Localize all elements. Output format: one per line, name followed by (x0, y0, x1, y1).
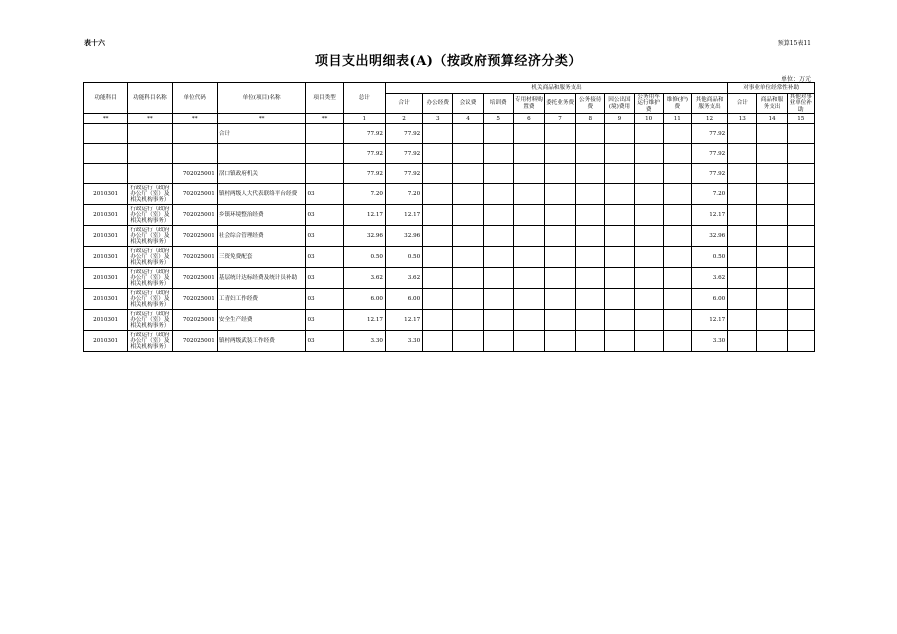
cell-func-code: 2010301 (84, 247, 128, 268)
cell-project-type: 03 (306, 289, 343, 310)
header-goods-col: 培训费 (483, 94, 513, 114)
cell-unit-code (172, 144, 217, 164)
cell-func-name-text: 行政运行（政府办公厅（室）及相关机构事务） (130, 289, 170, 309)
cell-empty (483, 289, 513, 310)
header-group-goods: 机关商品和服务支出 (385, 83, 727, 94)
cell-empty (634, 226, 663, 247)
cell-empty (423, 124, 453, 144)
cell-total: 77.92 (343, 144, 385, 164)
cell-total: 12.17 (343, 310, 385, 331)
column-index: 11 (663, 114, 691, 124)
cell-func-name (128, 144, 172, 164)
cell-empty (757, 310, 787, 331)
cell-unit-code: 702025001 (172, 164, 217, 184)
cell-empty (728, 331, 757, 352)
cell-empty (634, 144, 663, 164)
cell-func-code: 2010301 (84, 205, 128, 226)
cell-empty (483, 205, 513, 226)
cell-project-type: 03 (306, 247, 343, 268)
cell-project-type: 03 (306, 205, 343, 226)
cell-unit-code: 702025001 (172, 247, 217, 268)
cell-empty (576, 268, 605, 289)
cell-other-goods: 32.96 (691, 226, 727, 247)
cell-empty (605, 164, 634, 184)
cell-empty (605, 268, 634, 289)
cell-other-goods: 77.92 (691, 164, 727, 184)
cell-empty (423, 310, 453, 331)
cell-empty (757, 268, 787, 289)
cell-empty (483, 164, 513, 184)
cell-empty (453, 331, 483, 352)
cell-empty (787, 268, 814, 289)
cell-empty (663, 310, 691, 331)
cell-other-goods: 77.92 (691, 124, 727, 144)
table-row (84, 226, 815, 247)
cell-empty (605, 247, 634, 268)
cell-empty (576, 289, 605, 310)
cell-empty (513, 331, 544, 352)
cell-empty (544, 226, 575, 247)
cell-empty (663, 205, 691, 226)
cell-empty (728, 184, 757, 205)
cell-empty (544, 268, 575, 289)
cell-func-name-text: 行政运行（政府办公厅（室）及相关机构事务） (130, 310, 170, 330)
cell-empty (513, 268, 544, 289)
table-row (84, 268, 815, 289)
cell-total: 77.92 (343, 164, 385, 184)
cell-func-name (128, 331, 172, 352)
header-func-name: 功能科目名称 (128, 83, 172, 114)
table-row (84, 124, 815, 144)
cell-empty (757, 164, 787, 184)
cell-empty (787, 331, 814, 352)
column-index: ** (306, 114, 343, 124)
cell-empty (728, 310, 757, 331)
cell-other-goods: 12.17 (691, 205, 727, 226)
cell-empty (634, 247, 663, 268)
cell-func-code: 2010301 (84, 310, 128, 331)
cell-empty (453, 164, 483, 184)
cell-unit-name: 社会综合管理经费 (217, 226, 306, 247)
cell-func-code (84, 124, 128, 144)
cell-unit-name: 镇村两级人大代表联络平台经费 (217, 184, 306, 205)
header-func-code: 功能科目 (84, 83, 128, 114)
cell-empty (663, 268, 691, 289)
cell-empty (605, 184, 634, 205)
cell-total: 32.96 (343, 226, 385, 247)
cell-empty (544, 144, 575, 164)
cell-unit-name: 工青妇工作经费 (217, 289, 306, 310)
cell-empty (663, 124, 691, 144)
table-number: 表十六 (84, 38, 105, 47)
cell-empty (605, 205, 634, 226)
cell-project-type (306, 164, 343, 184)
cell-empty (663, 289, 691, 310)
cell-empty (453, 144, 483, 164)
cell-empty (453, 268, 483, 289)
cell-empty (423, 331, 453, 352)
cell-empty (513, 124, 544, 144)
column-index: 15 (787, 114, 814, 124)
cell-func-name (128, 124, 172, 144)
header-goods-col: 因公出国(境)费用 (605, 94, 634, 114)
column-index: 8 (576, 114, 605, 124)
header-group-subsidy: 对事业单位经常性补助 (728, 83, 815, 94)
cell-project-type (306, 124, 343, 144)
cell-goods-total: 77.92 (385, 144, 422, 164)
cell-func-name (128, 205, 172, 226)
column-index: 1 (343, 114, 385, 124)
cell-empty (663, 331, 691, 352)
cell-goods-total: 6.00 (385, 289, 422, 310)
cell-func-name-text: 行政运行（政府办公厅（室）及相关机构事务） (130, 184, 170, 204)
header-subsidy-col: 合计 (728, 94, 757, 114)
cell-empty (513, 184, 544, 205)
cell-empty (483, 184, 513, 205)
cell-empty (757, 184, 787, 205)
project-expenditure-table (83, 82, 815, 352)
cell-unit-code: 702025001 (172, 205, 217, 226)
cell-empty (423, 184, 453, 205)
cell-empty (787, 247, 814, 268)
form-code: 预算15表11 (777, 40, 811, 47)
cell-empty (634, 268, 663, 289)
header-goods-col: 维修(护)费 (663, 94, 691, 114)
cell-empty (576, 226, 605, 247)
cell-func-name (128, 247, 172, 268)
cell-empty (757, 247, 787, 268)
cell-empty (513, 205, 544, 226)
cell-func-code: 2010301 (84, 268, 128, 289)
cell-empty (605, 289, 634, 310)
cell-project-type: 03 (306, 310, 343, 331)
cell-goods-total: 3.30 (385, 331, 422, 352)
cell-empty (634, 289, 663, 310)
column-index: 13 (728, 114, 757, 124)
cell-unit-code: 702025001 (172, 226, 217, 247)
cell-empty (423, 226, 453, 247)
cell-empty (576, 124, 605, 144)
cell-empty (634, 164, 663, 184)
table-row (84, 144, 815, 164)
cell-empty (423, 205, 453, 226)
header-total: 总计 (343, 83, 385, 114)
cell-total: 6.00 (343, 289, 385, 310)
cell-empty (728, 289, 757, 310)
cell-total: 7.20 (343, 184, 385, 205)
header-goods-col: 专用材料购置费 (513, 94, 544, 114)
cell-goods-total: 12.17 (385, 205, 422, 226)
cell-func-code: 2010301 (84, 184, 128, 205)
cell-empty (605, 144, 634, 164)
column-index: ** (172, 114, 217, 124)
cell-empty (757, 226, 787, 247)
column-index: 2 (385, 114, 422, 124)
column-index: ** (217, 114, 306, 124)
cell-goods-total: 32.96 (385, 226, 422, 247)
cell-empty (634, 184, 663, 205)
cell-empty (423, 289, 453, 310)
cell-other-goods: 3.62 (691, 268, 727, 289)
cell-empty (787, 184, 814, 205)
cell-other-goods: 12.17 (691, 310, 727, 331)
cell-empty (483, 247, 513, 268)
cell-func-code: 2010301 (84, 289, 128, 310)
header-goods-col: 公务用车运行维护费 (634, 94, 663, 114)
cell-empty (757, 124, 787, 144)
cell-empty (728, 124, 757, 144)
cell-func-name-text: 行政运行（政府办公厅（室）及相关机构事务） (130, 268, 170, 288)
cell-other-goods: 0.50 (691, 247, 727, 268)
cell-project-type: 03 (306, 184, 343, 205)
cell-empty (453, 205, 483, 226)
cell-unit-code: 702025001 (172, 310, 217, 331)
cell-total: 3.62 (343, 268, 385, 289)
cell-other-goods: 3.30 (691, 331, 727, 352)
cell-empty (634, 331, 663, 352)
cell-func-name (128, 268, 172, 289)
cell-other-goods: 77.92 (691, 144, 727, 164)
cell-empty (483, 124, 513, 144)
cell-empty (787, 226, 814, 247)
table-row (84, 184, 815, 205)
table-row (84, 331, 815, 352)
cell-func-code (84, 164, 128, 184)
header-goods-col: 办公经费 (423, 94, 453, 114)
column-index: 6 (513, 114, 544, 124)
cell-unit-code: 702025001 (172, 268, 217, 289)
cell-empty (634, 310, 663, 331)
cell-empty (605, 124, 634, 144)
header-unit-code: 单位代码 (172, 83, 217, 114)
cell-func-name (128, 310, 172, 331)
cell-empty (423, 268, 453, 289)
cell-empty (513, 310, 544, 331)
cell-func-name (128, 164, 172, 184)
cell-unit-name: 安全生产经费 (217, 310, 306, 331)
cell-empty (605, 226, 634, 247)
cell-empty (728, 144, 757, 164)
cell-func-name-text: 行政运行（政府办公厅（室）及相关机构事务） (130, 205, 170, 225)
cell-empty (787, 124, 814, 144)
cell-other-goods: 7.20 (691, 184, 727, 205)
header-goods-col: 其他商品和服务支出 (691, 94, 727, 114)
cell-empty (576, 144, 605, 164)
cell-empty (728, 164, 757, 184)
cell-empty (728, 226, 757, 247)
cell-empty (483, 268, 513, 289)
cell-unit-name: 乡镇环境整治经费 (217, 205, 306, 226)
cell-empty (544, 331, 575, 352)
cell-empty (483, 331, 513, 352)
header-goods-col: 会议费 (453, 94, 483, 114)
cell-empty (513, 247, 544, 268)
cell-empty (453, 247, 483, 268)
cell-empty (663, 184, 691, 205)
cell-func-code: 2010301 (84, 331, 128, 352)
cell-func-name (128, 226, 172, 247)
cell-empty (453, 226, 483, 247)
cell-empty (544, 184, 575, 205)
cell-empty (757, 144, 787, 164)
cell-goods-total: 12.17 (385, 310, 422, 331)
header-project-type: 项目类型 (306, 83, 343, 114)
cell-empty (757, 205, 787, 226)
cell-empty (787, 289, 814, 310)
table-row (84, 289, 815, 310)
unit-label: 单位：万元 (780, 76, 811, 83)
cell-empty (787, 164, 814, 184)
table-row (84, 164, 815, 184)
cell-empty (453, 124, 483, 144)
cell-empty (544, 289, 575, 310)
header-goods-col: 公务接待费 (576, 94, 605, 114)
cell-empty (576, 205, 605, 226)
cell-empty (544, 247, 575, 268)
cell-empty (513, 164, 544, 184)
cell-empty (453, 310, 483, 331)
cell-empty (663, 247, 691, 268)
table-row (84, 205, 815, 226)
cell-func-name (128, 184, 172, 205)
cell-empty (576, 247, 605, 268)
cell-total: 77.92 (343, 124, 385, 144)
cell-empty (544, 205, 575, 226)
cell-func-name-text: 行政运行（政府办公厅（室）及相关机构事务） (130, 331, 170, 351)
cell-empty (728, 268, 757, 289)
cell-empty (605, 310, 634, 331)
cell-other-goods: 6.00 (691, 289, 727, 310)
cell-empty (663, 144, 691, 164)
column-index: ** (128, 114, 172, 124)
cell-total: 0.50 (343, 247, 385, 268)
cell-empty (576, 331, 605, 352)
cell-empty (423, 164, 453, 184)
cell-empty (757, 331, 787, 352)
cell-empty (544, 164, 575, 184)
cell-empty (663, 164, 691, 184)
cell-empty (787, 310, 814, 331)
cell-unit-name: 滘口镇政府机关 (217, 164, 306, 184)
header-goods-col: 委托业务费 (544, 94, 575, 114)
cell-unit-name (217, 144, 306, 164)
header-subsidy-col: 其他对事业单位补助 (787, 94, 814, 114)
cell-total: 12.17 (343, 205, 385, 226)
cell-goods-total: 7.20 (385, 184, 422, 205)
cell-empty (483, 310, 513, 331)
cell-goods-total: 3.62 (385, 268, 422, 289)
cell-empty (513, 289, 544, 310)
cell-func-code: 2010301 (84, 226, 128, 247)
cell-empty (787, 205, 814, 226)
cell-empty (634, 205, 663, 226)
cell-empty (663, 226, 691, 247)
cell-empty (423, 144, 453, 164)
cell-empty (576, 164, 605, 184)
column-index: 3 (423, 114, 453, 124)
cell-project-type: 03 (306, 331, 343, 352)
cell-project-type: 03 (306, 226, 343, 247)
cell-empty (483, 226, 513, 247)
cell-empty (605, 331, 634, 352)
cell-func-name (128, 289, 172, 310)
cell-empty (728, 247, 757, 268)
column-index: 9 (605, 114, 634, 124)
cell-empty (453, 184, 483, 205)
cell-empty (728, 205, 757, 226)
cell-project-type (306, 144, 343, 164)
header-subsidy-col: 商品和服务支出 (757, 94, 787, 114)
cell-unit-code: 702025001 (172, 289, 217, 310)
column-index: 10 (634, 114, 663, 124)
header-goods-col: 合计 (385, 94, 422, 114)
cell-unit-name: 三资免费配套 (217, 247, 306, 268)
column-index: 5 (483, 114, 513, 124)
cell-empty (576, 310, 605, 331)
table-row (84, 310, 815, 331)
cell-goods-total: 0.50 (385, 247, 422, 268)
column-index: 14 (757, 114, 787, 124)
cell-project-type: 03 (306, 268, 343, 289)
cell-empty (423, 247, 453, 268)
table-row (84, 247, 815, 268)
cell-func-code (84, 144, 128, 164)
cell-unit-name: 合计 (217, 124, 306, 144)
column-index: 12 (691, 114, 727, 124)
cell-total: 3.30 (343, 331, 385, 352)
cell-goods-total: 77.92 (385, 164, 422, 184)
cell-unit-code: 702025001 (172, 331, 217, 352)
cell-empty (513, 144, 544, 164)
cell-goods-total: 77.92 (385, 124, 422, 144)
cell-unit-code (172, 124, 217, 144)
cell-unit-code: 702025001 (172, 184, 217, 205)
cell-func-name-text: 行政运行（政府办公厅（室）及相关机构事务） (130, 226, 170, 246)
header-unit-name: 单位(项目)名称 (217, 83, 306, 114)
column-index: 7 (544, 114, 575, 124)
column-index: 4 (453, 114, 483, 124)
cell-empty (544, 310, 575, 331)
cell-func-name-text: 行政运行（政府办公厅（室）及相关机构事务） (130, 247, 170, 267)
cell-unit-name: 镇村两级武装工作经费 (217, 331, 306, 352)
cell-empty (453, 289, 483, 310)
cell-empty (757, 289, 787, 310)
column-index: ** (84, 114, 128, 124)
cell-unit-name: 基层统计达标经费及统计员补助 (217, 268, 306, 289)
cell-empty (513, 226, 544, 247)
cell-empty (483, 144, 513, 164)
cell-empty (544, 124, 575, 144)
cell-empty (634, 124, 663, 144)
cell-empty (576, 184, 605, 205)
page-title: 项目支出明细表(A)（按政府预算经济分类） (315, 54, 582, 69)
cell-empty (787, 144, 814, 164)
